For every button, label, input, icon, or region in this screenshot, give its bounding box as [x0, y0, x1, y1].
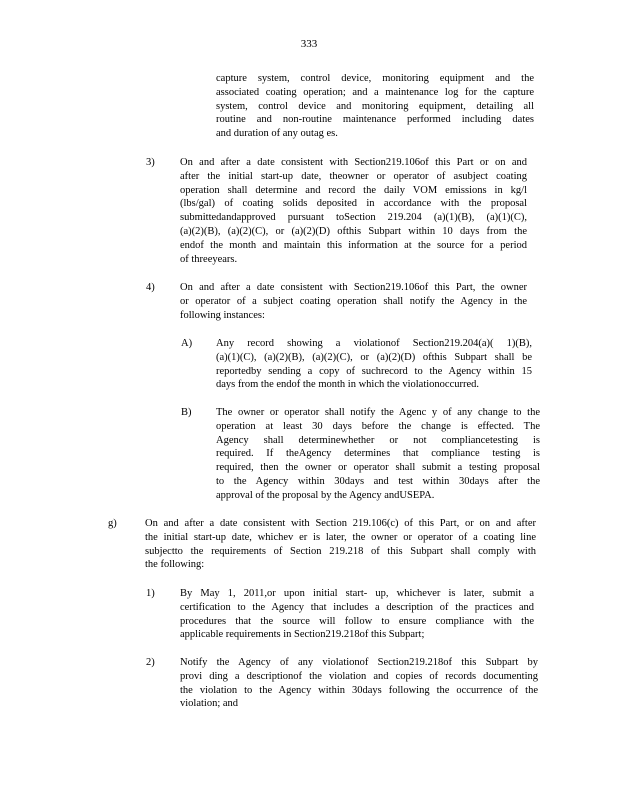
text-line: subjectto the requirements of Section 219.218 of this Subpart shall comply with [145, 545, 536, 557]
text-line: the violation to the Agency within 30days following the occurrence of the [180, 684, 538, 696]
text-line: The owner or operator shall notify the Agenc y of any change to the [216, 407, 540, 418]
text-line: Any record showing a violationof Section219.204(a)( 1)(B), [216, 338, 532, 349]
text-line: operation shall determine and record the daily VOM emissions in kg/l [180, 184, 527, 196]
text-line: the following: [145, 559, 205, 571]
text-line: days from the endof the month in which the violationoccurred. [216, 379, 480, 391]
text-line: approval of the proposal by the Agency andUSEPA. [216, 489, 435, 501]
item-g-1-paragraph [180, 587, 534, 642]
text-line: (a)(1)(C), (a)(2)(B), (a)(2)(C), or (a)(2)(D) ofthis Subpart shall be [216, 351, 532, 363]
text-line: On and after a date consistent with Section219.106of this Part or on and [180, 157, 527, 168]
text-line: system, control device and monitoring equipment, detailing all [216, 100, 534, 112]
text-line: provi ding a descriptionof the violation and copies of records documenting [180, 670, 538, 682]
item-3-paragraph [180, 156, 527, 266]
text-line: or operator of a subject coating operation shall notify the Agency in the [180, 295, 527, 307]
item-4-paragraph [180, 281, 527, 322]
item-4-b-marker: B) [181, 407, 192, 418]
item-g-1-marker: 1) [146, 588, 155, 599]
text-line: operation at least 30 days before the change is effected. The [216, 420, 540, 432]
text-line: to the Agency within 30days and test within 30days after the [216, 475, 540, 487]
text-line: required. If theAgency determines that compliance testing is [216, 448, 540, 460]
text-line: Agency shall determinewhether or not compliancetesting is [216, 434, 540, 446]
text-line: following instances: [180, 309, 265, 321]
text-line: routine and non-routine maintenance performed including dates [216, 114, 534, 126]
item-g-marker: g) [108, 518, 117, 529]
text-line: certification to the Agency that includes a description of the practices and [180, 601, 534, 613]
text-line: applicable requirements in Section219.218of this Subpart; [180, 629, 425, 641]
item-4-b-paragraph [216, 406, 540, 503]
text-line: after the initial start-up date, theowner or operator of asubject coating [180, 170, 527, 182]
text-line: On and after a date consistent with Section219.106of this Part, the owner [180, 282, 527, 293]
page-number: 333 [300, 38, 318, 50]
text-line: submittedandapproved pursuant toSection 219.204 (a)(1)(B), (a)(1)(C), [180, 212, 527, 224]
item-g-2-marker: 2) [146, 657, 155, 668]
continuation-paragraph [216, 72, 534, 141]
item-4-a-marker: A) [181, 338, 193, 349]
text-line: procedures that the source will follow to ensure compliance with the [180, 615, 534, 627]
text-line: of threeyears. [180, 253, 238, 265]
text-line: endof the month and maintain this information at the source for a period [180, 239, 527, 251]
text-line: violation; and [180, 698, 239, 710]
text-line: the initial start-up date, whichev er is later, the owner or operator of a coating line [145, 531, 536, 543]
text-line: (a)(2)(B), (a)(2)(C), or (a)(2)(D) ofthis Subpart within 10 days from the [180, 225, 527, 237]
text-line: capture system, control device, monitoring equipment and the [216, 73, 534, 84]
item-g-paragraph [145, 517, 536, 572]
item-4-marker: 4) [146, 282, 155, 293]
item-4-a-paragraph [216, 337, 532, 392]
text-line: reportedby sending a copy of suchrecord to the Agency within 15 [216, 365, 532, 377]
text-line: By May 1, 2011,or upon initial start- up, whichever is later, submit a [180, 588, 534, 599]
text-line: (lbs/gal) of coating solids deposited in accordance with the proposal [180, 198, 527, 210]
text-line: and duration of any outag es. [216, 128, 338, 140]
text-line: On and after a date consistent with Section 219.106(c) of this Part, or on and after [145, 518, 536, 529]
text-line: required, then the owner or operator shall submit a testing proposal [216, 462, 540, 474]
item-g-2-paragraph [180, 656, 538, 711]
text-line: associated coating operation; and a maintenance log for the capture [216, 86, 534, 98]
item-3-marker: 3) [146, 157, 155, 168]
text-line: Notify the Agency of any violationof Section219.218of this Subpart by [180, 657, 538, 668]
